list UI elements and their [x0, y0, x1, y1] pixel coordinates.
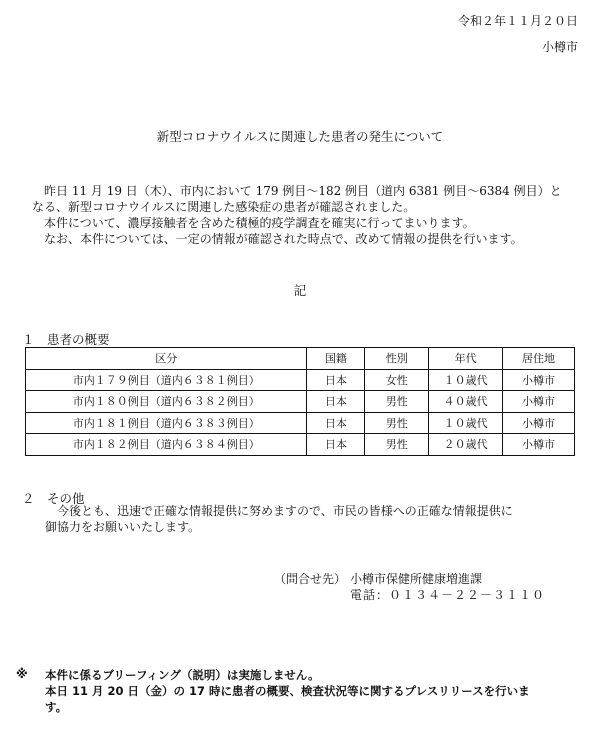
cell-sex: 男性: [365, 434, 429, 456]
cell-category: 市内１８０例目（道内６３８２例目）: [26, 391, 307, 413]
note-line-2: 本日 11 月 20 日（金）の 17 時に患者の概要、検査状況等に関するプレスリリースを行いま: [45, 684, 530, 698]
cell-category: 市内１７９例目（道内６３８１例目）: [26, 369, 307, 391]
contact-label: （問合せ先）: [274, 572, 347, 586]
table-row: [26, 434, 575, 456]
cell-age-group: ４０歳代: [429, 391, 503, 413]
cell-nationality: 日本: [307, 391, 365, 413]
column-header-residence: 居住地: [503, 348, 575, 370]
cell-residence: 小樽市: [503, 434, 575, 456]
column-header-category: 区分: [26, 348, 307, 370]
cell-age-group: ２０歳代: [429, 434, 503, 456]
cell-nationality: 日本: [307, 434, 365, 456]
cell-residence: 小樽市: [503, 369, 575, 391]
intro-paragraph: [32, 183, 580, 247]
section-1-heading: １ 患者の概要: [22, 332, 110, 347]
cell-nationality: 日本: [307, 412, 365, 434]
intro-line-2: なる、新型コロナウイルスに関連した感染症の患者が確認されました。: [32, 200, 416, 214]
ki-marker: 記: [293, 283, 307, 298]
cell-category: 市内１８１例目（道内６３８３例目）: [26, 412, 307, 434]
other-line-1: 今後とも、迅速で正確な情報提供に努めますので、市民の皆様への正確な情報提供に: [57, 504, 513, 518]
cell-nationality: 日本: [307, 369, 365, 391]
column-header-age-group: 年代: [429, 348, 503, 370]
column-header-nationality: 国籍: [307, 348, 365, 370]
table-header-row: [26, 348, 575, 370]
issuer-name: 小樽市: [541, 40, 578, 54]
document-title: 新型コロナウイルスに関連した患者の発生について: [156, 129, 444, 144]
other-paragraph: [45, 503, 575, 535]
cell-residence: 小樽市: [503, 412, 575, 434]
other-line-2: 御協力をお願いいたします。: [45, 520, 201, 534]
cell-sex: 女性: [365, 369, 429, 391]
cell-residence: 小樽市: [503, 391, 575, 413]
note-mark: ※: [16, 667, 28, 681]
patient-table: [25, 347, 575, 456]
intro-line-3: 本件について、濃厚接触者を含めた積極的疫学調査を確実に行ってまいります。: [44, 216, 475, 230]
intro-line-1: 昨日 11 月 19 日（木）、市内において 179 例目～182 例目（道内 6381 例目～6384 例目）と: [44, 184, 562, 198]
table-row: [26, 369, 575, 391]
cell-age-group: １０歳代: [429, 412, 503, 434]
cell-age-group: １０歳代: [429, 369, 503, 391]
document-date: 令和２年１１月２０日: [457, 14, 578, 28]
briefing-note: [45, 667, 585, 715]
table-row: [26, 412, 575, 434]
contact-organization: 小樽市保健所健康増進課: [350, 572, 483, 586]
table-row: [26, 391, 575, 413]
cell-category: 市内１８２例目（道内６３８４例目）: [26, 434, 307, 456]
column-header-sex: 性別: [365, 348, 429, 370]
intro-line-4: なお、本件については、一定の情報が確認された時点で、改めて情報の提供を行います。: [44, 232, 523, 246]
note-line-1: 本件に係るブリーフィング（説明）は実施しません。: [45, 668, 320, 682]
contact-phone: 電話：０１３４－２２－３１１０: [350, 588, 546, 602]
cell-sex: 男性: [365, 412, 429, 434]
cell-sex: 男性: [365, 391, 429, 413]
section-2-heading: ２ その他: [22, 491, 85, 506]
note-line-3: す。: [45, 700, 68, 714]
